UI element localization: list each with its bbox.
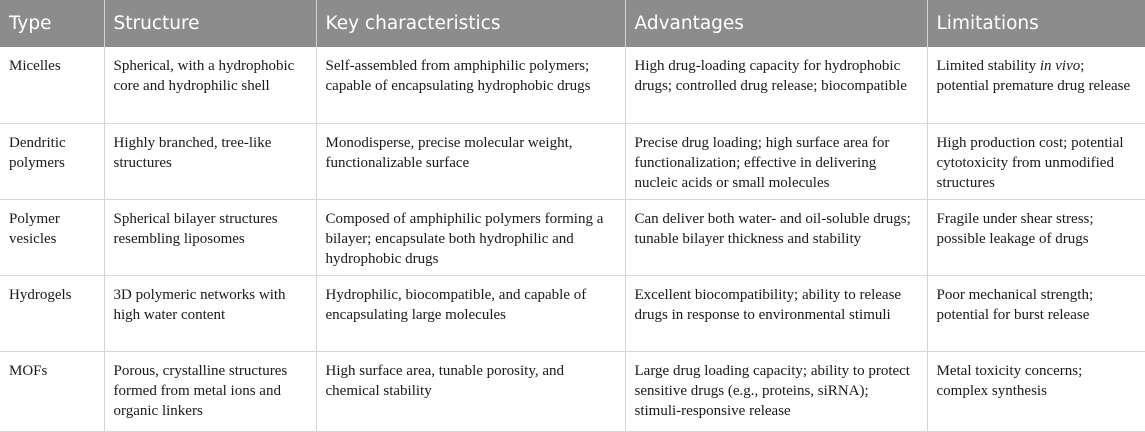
cell-limitations [927, 47, 1145, 123]
cell-type: Hydrogels [0, 275, 104, 351]
cell-characteristics: High surface area, tunable porosity, and chemical stability [316, 351, 625, 431]
cell-limitations: Metal toxicity concerns; complex synthesis [927, 351, 1145, 431]
cell-advantages: Precise drug loading; high surface area for functionalization; effective in delivering nucleic acids or small molecules [625, 123, 927, 199]
table-row [0, 199, 1145, 275]
cell-limitations: Poor mechanical strength; potential for burst release [927, 275, 1145, 351]
cell-advantages: Excellent biocompatibility; ability to release drugs in response to environmental stimuli [625, 275, 927, 351]
limitations-text: ; potential premature drug release [936, 58, 1131, 94]
header-structure: Structure [104, 0, 316, 47]
cell-structure: 3D polymeric networks with high water content [104, 275, 316, 351]
table-row [0, 123, 1145, 199]
cell-characteristics: Composed of amphiphilic polymers forming a bilayer; encapsulate both hydrophilic and hydrophobic drugs [316, 199, 625, 275]
cell-advantages: High drug-loading capacity for hydrophobic drugs; controlled drug release; biocompatible [625, 47, 927, 123]
header-type: Type [0, 0, 104, 47]
header-row [0, 0, 1145, 47]
cell-type: MOFs [0, 351, 104, 431]
table-row [0, 275, 1145, 351]
cell-type: Dendritic polymers [0, 123, 104, 199]
table-header [0, 0, 1145, 47]
table-body [0, 47, 1145, 431]
cell-type: Polymer vesicles [0, 199, 104, 275]
table-row [0, 47, 1145, 123]
header-key-characteristics: Key characteristics [316, 0, 625, 47]
cell-structure: Spherical, with a hydrophobic core and hydrophilic shell [104, 47, 316, 123]
cell-structure: Porous, crystalline structures formed from metal ions and organic linkers [104, 351, 316, 431]
cell-characteristics: Self-assembled from amphiphilic polymers; capable of encapsulating hydrophobic drugs [316, 47, 625, 123]
cell-characteristics: Hydrophilic, biocompatible, and capable of encapsulating large molecules [316, 275, 625, 351]
cell-structure: Spherical bilayer structures resembling liposomes [104, 199, 316, 275]
header-limitations: Limitations [927, 0, 1145, 47]
cell-type: Micelles [0, 47, 104, 123]
limitations-text: Limited stability [936, 58, 1040, 74]
header-advantages: Advantages [625, 0, 927, 47]
cell-advantages: Can deliver both water- and oil-soluble drugs; tunable bilayer thickness and stability [625, 199, 927, 275]
cell-limitations: High production cost; potential cytotoxicity from unmodified structures [927, 123, 1145, 199]
cell-limitations: Fragile under shear stress; possible leakage of drugs [927, 199, 1145, 275]
cell-advantages: Large drug loading capacity; ability to protect sensitive drugs (e.g., proteins, siRNA); stimuli-responsive release [625, 351, 927, 431]
cell-characteristics: Monodisperse, precise molecular weight, functionalizable surface [316, 123, 625, 199]
cell-structure: Highly branched, tree-like structures [104, 123, 316, 199]
table-row [0, 351, 1145, 431]
limitations-italic-text: in vivo [1039, 58, 1081, 74]
